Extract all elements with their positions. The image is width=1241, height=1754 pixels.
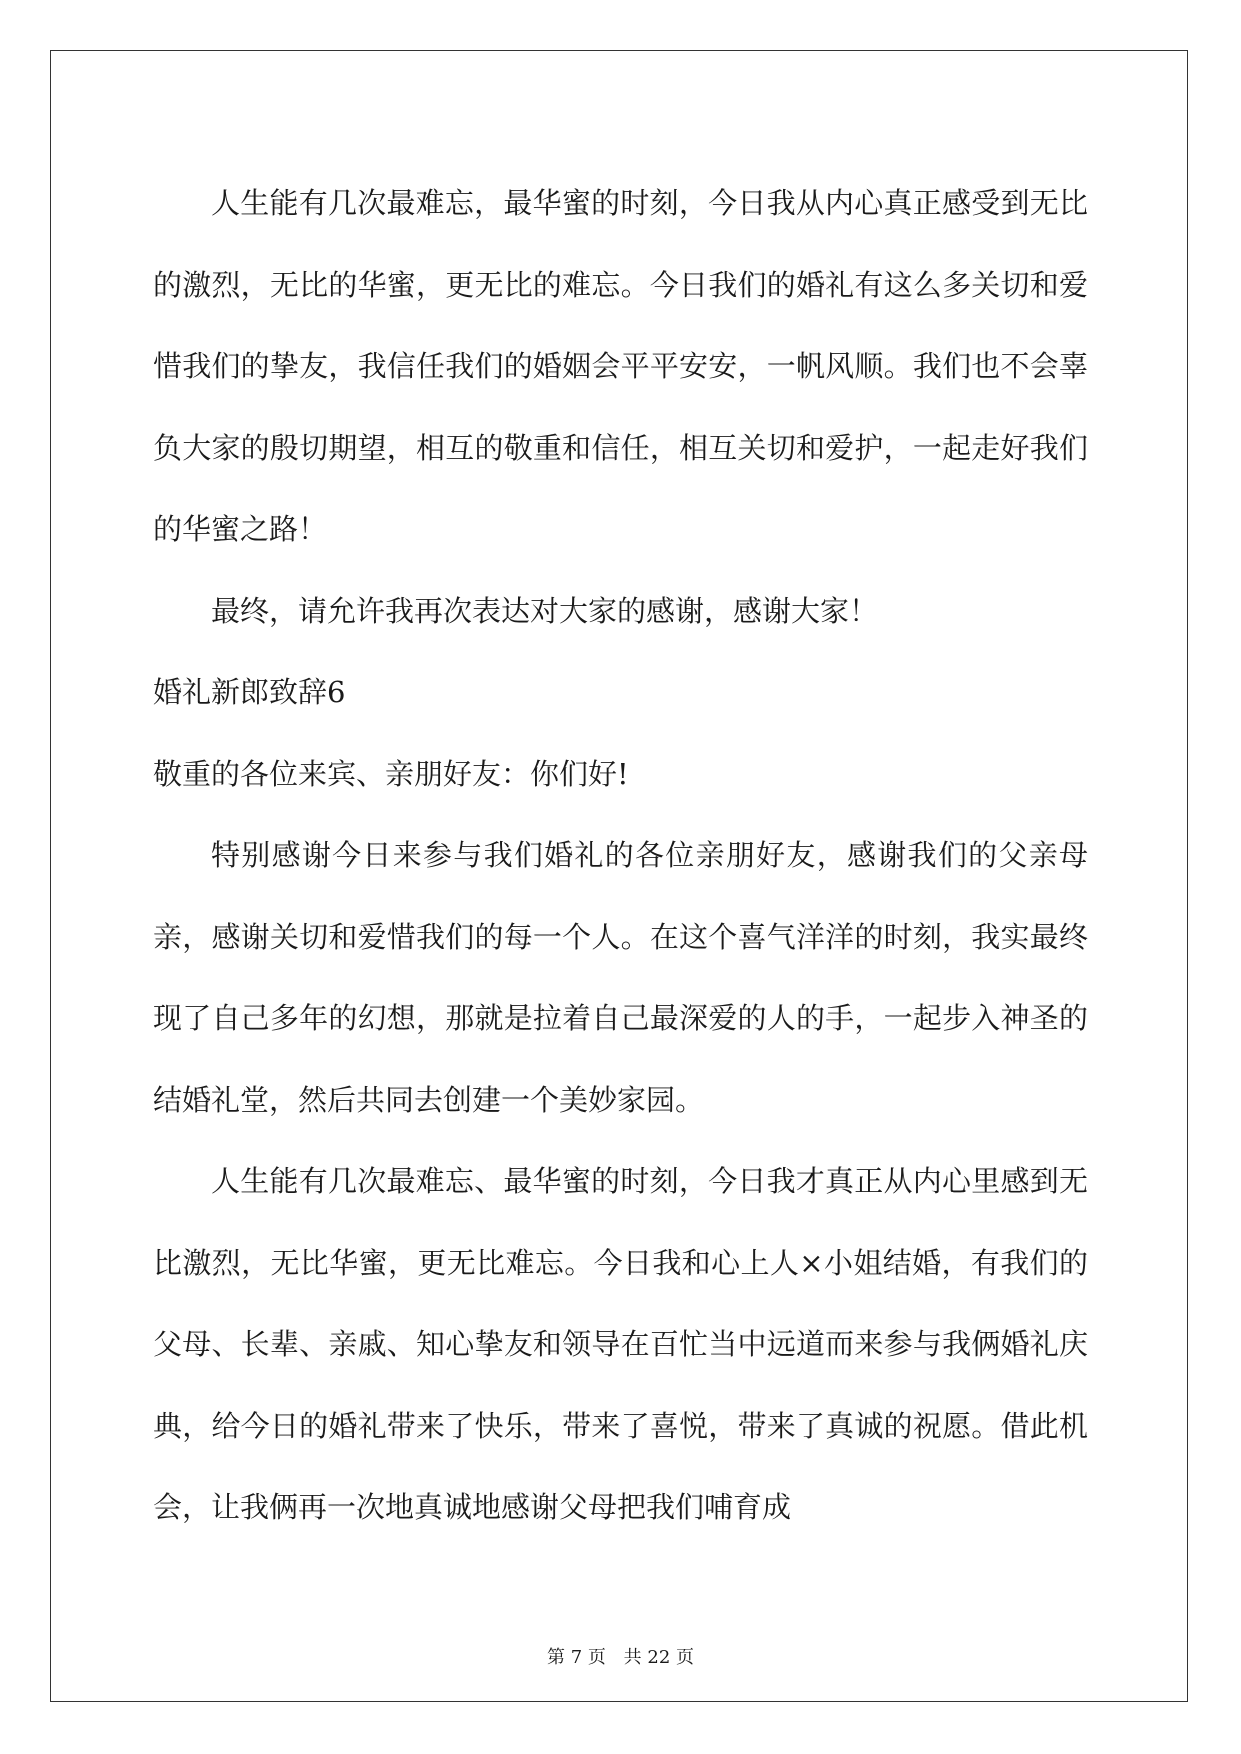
paragraph-2: 最终，请允许我再次表达对大家的感谢，感谢大家！ — [211, 593, 879, 628]
page-footer — [0, 1643, 1241, 1669]
paragraph-3: 特别感谢今日来参与我们婚礼的各位亲朋好友，感谢我们的父亲母亲，感谢关切和爱惜我们的每一个人。在这个喜气洋洋的时刻，我实最终现了自己多年的幻想，那就是拉着自己最深爱的人的手，一起步入神圣的结婚礼堂，然后共同去创建一个美妙家园。 — [153, 838, 1088, 1117]
salutation: 敬重的各位来宾、亲朋好友：你们好! — [153, 756, 629, 791]
document-body — [153, 163, 1088, 1549]
page-total: 共 22 页 — [623, 1647, 694, 1668]
paragraph-4: 人生能有几次最难忘、最华蜜的时刻，今日我才真正从内心里感到无比激烈，无比华蜜，更无比难忘。今日我和心上人×小姐结婚，有我们的父母、长辈、亲戚、知心挚友和领导在百忙当中远道而来参与我俩婚礼庆典，给今日的婚礼带来了快乐，带来了喜悦，带来了真诚的祝愿。借此机会，让我俩再一次地真诚地感谢父母把我们哺育成 — [153, 1164, 1088, 1524]
page-number: 第 7 页 — [547, 1647, 606, 1668]
section-heading: 婚礼新郎致辞6 — [153, 675, 346, 709]
paragraph-1: 人生能有几次最难忘，最华蜜的时刻，今日我从内心真正感受到无比的激烈，无比的华蜜，更无比的难忘。今日我们的婚礼有这么多关切和爱惜我们的挚友，我信任我们的婚姻会平平安安，一帆风顺。我们也不会辜负大家的殷切期望，相互的敬重和信任，相互关切和爱护，一起走好我们的华蜜之路！ — [153, 186, 1088, 546]
